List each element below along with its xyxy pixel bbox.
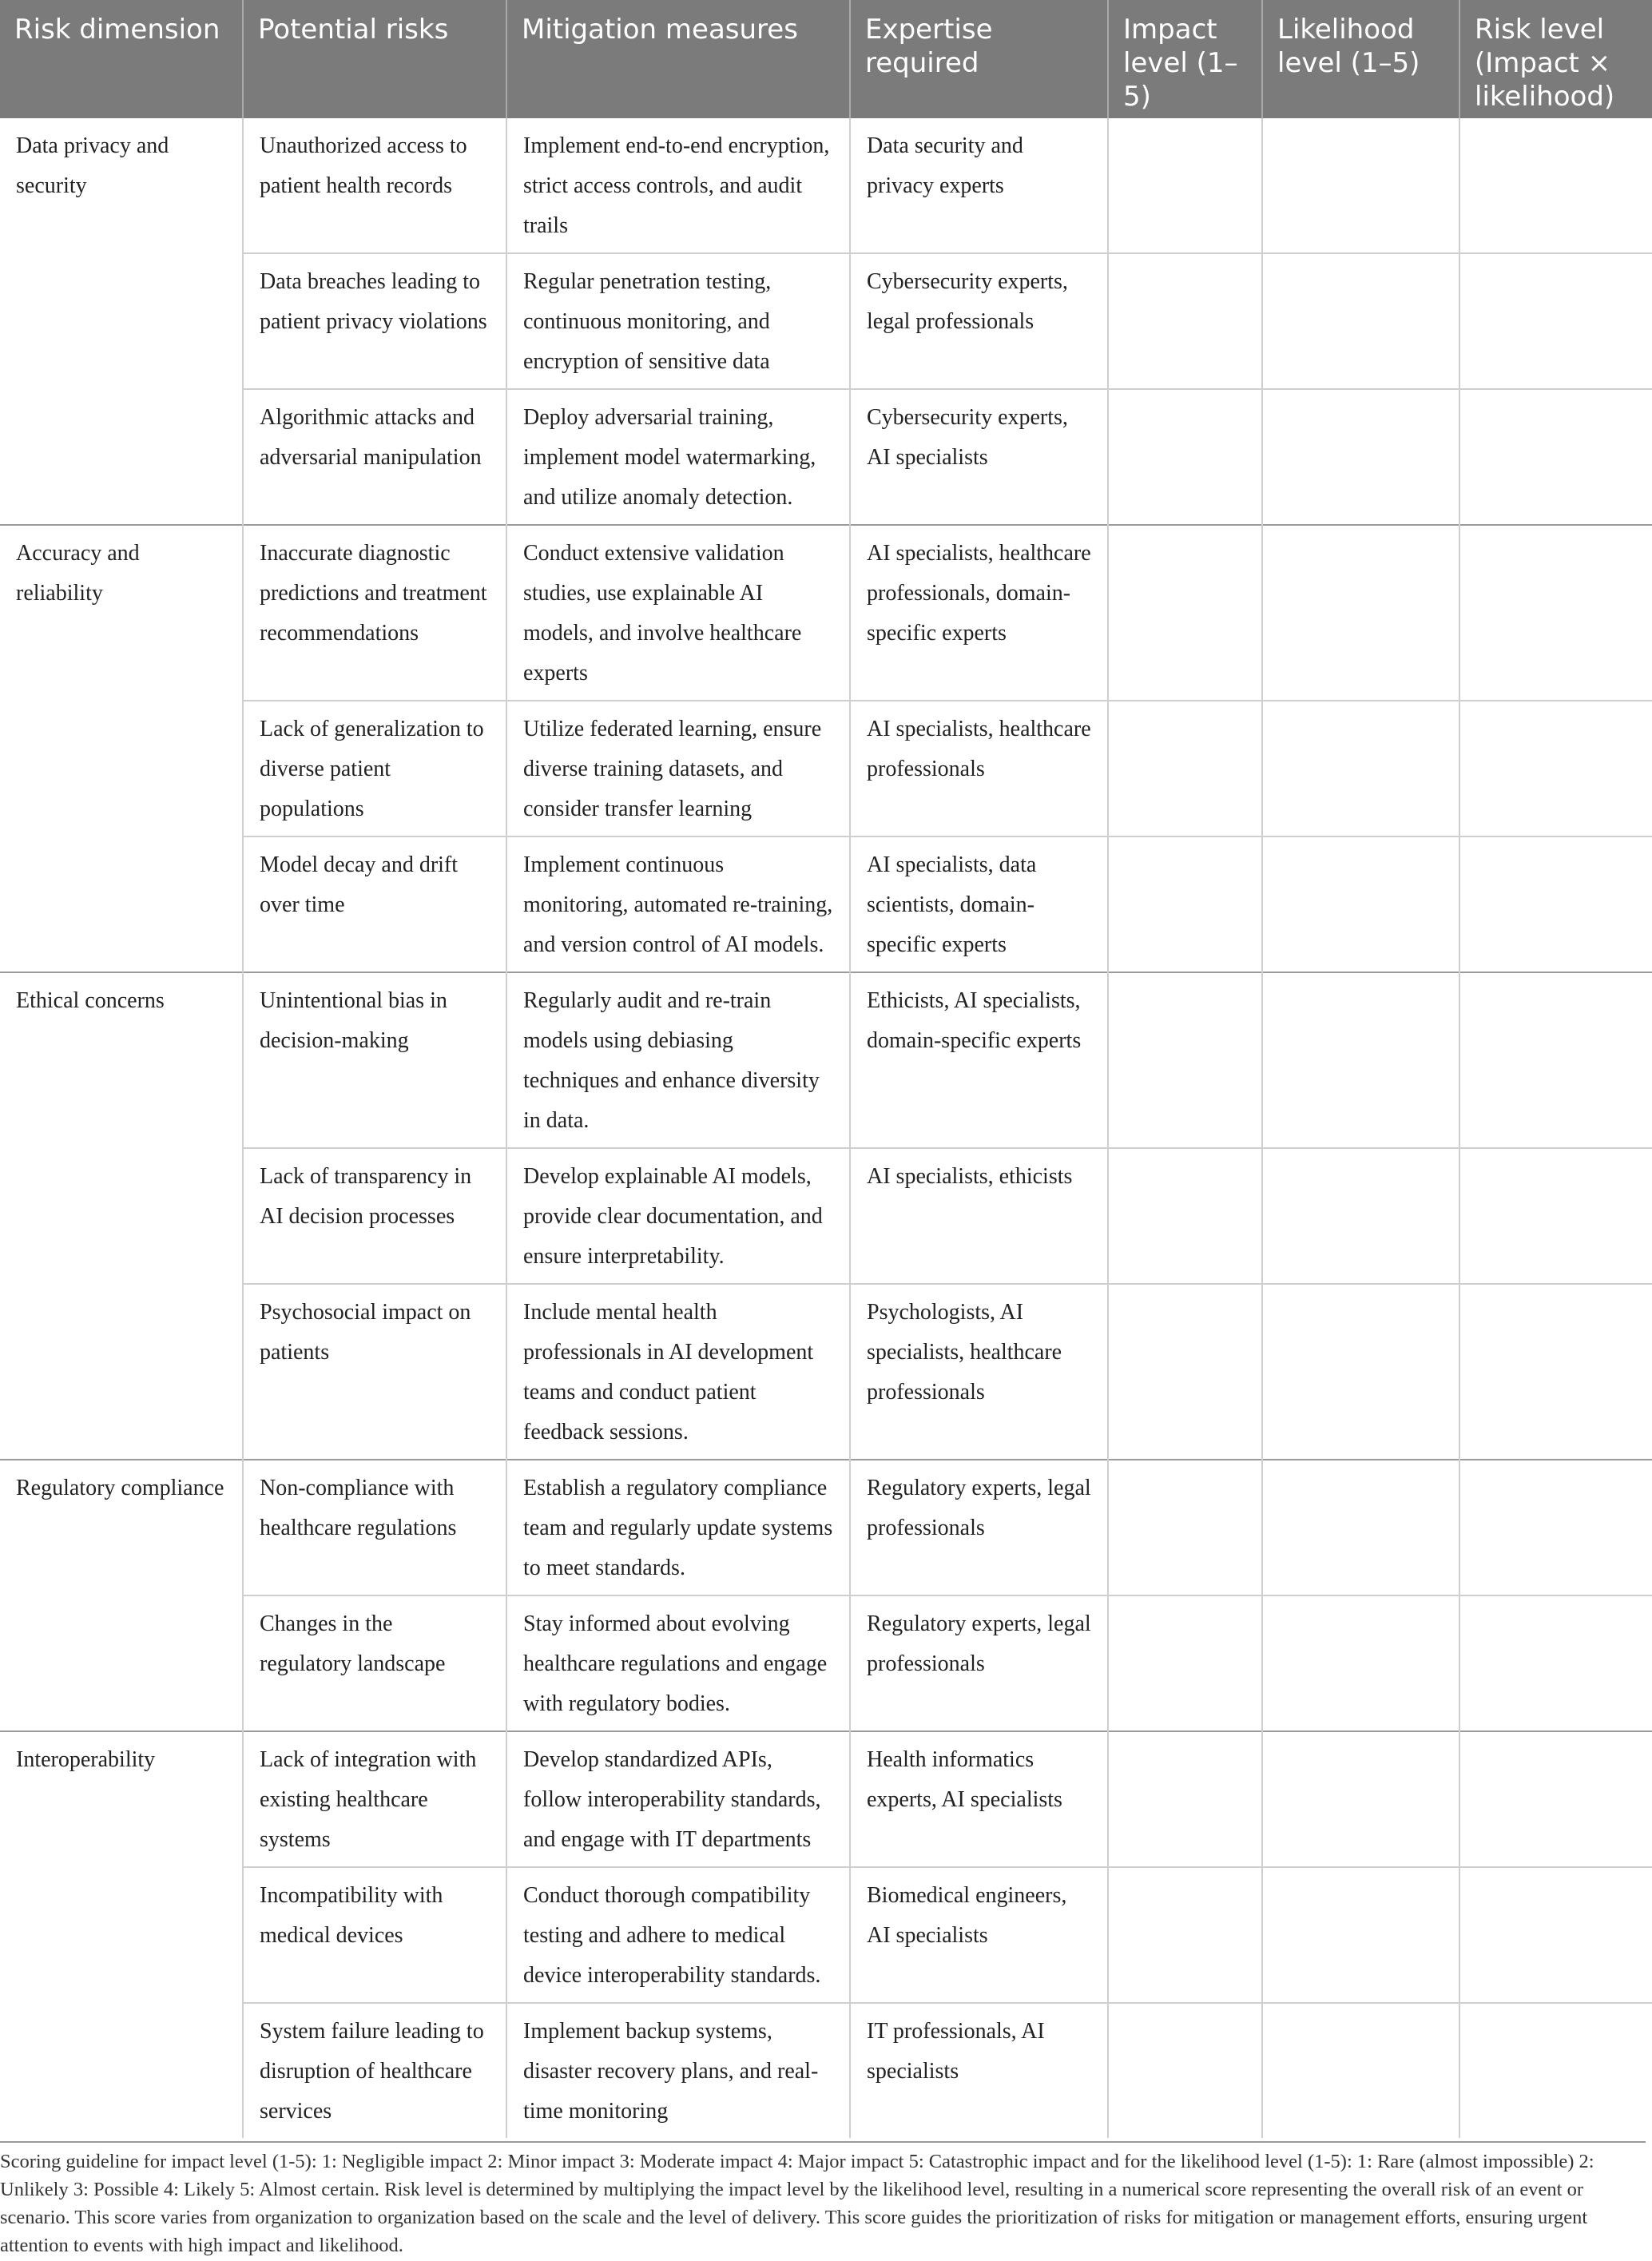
potential-risk-cell: Data breaches leading to patient privacy violations: [243, 253, 506, 389]
likelihood-level-cell: [1262, 1595, 1459, 1731]
mitigation-cell: Implement end-to-end encryption, strict access controls, and audit trails: [506, 118, 850, 253]
expertise-cell: Health informatics experts, AI specialists: [850, 1731, 1108, 1867]
impact-level-cell: [1108, 2003, 1262, 2138]
mitigation-cell: Conduct extensive validation studies, use explainable AI models, and involve healthcare experts: [506, 525, 850, 701]
mitigation-cell: Include mental health professionals in AI development teams and conduct patient feedback sessions.: [506, 1284, 850, 1460]
header-expertise-required: Expertise required: [850, 0, 1108, 118]
risk-level-cell: [1459, 836, 1652, 972]
risk-level-cell: [1459, 2003, 1652, 2138]
potential-risk-cell: Algorithmic attacks and adversarial manipulation: [243, 389, 506, 525]
table-header: [0, 0, 1652, 118]
expertise-cell: Biomedical engineers, AI specialists: [850, 1867, 1108, 2003]
potential-risk-cell: Lack of integration with existing healthcare systems: [243, 1731, 506, 1867]
mitigation-cell: Implement backup systems, disaster recovery plans, and real-time monitoring: [506, 2003, 850, 2138]
table-row: [0, 253, 1652, 389]
mitigation-cell: Conduct thorough compatibility testing and adhere to medical device interoperability standards.: [506, 1867, 850, 2003]
table-row: [0, 1867, 1652, 2003]
expertise-cell: Ethicists, AI specialists, domain-specific experts: [850, 972, 1108, 1148]
expertise-cell: Cybersecurity experts, legal professionals: [850, 253, 1108, 389]
expertise-cell: Data security and privacy experts: [850, 118, 1108, 253]
likelihood-level-cell: [1262, 525, 1459, 701]
likelihood-level-cell: [1262, 701, 1459, 836]
mitigation-cell: Develop explainable AI models, provide clear documentation, and ensure interpretability.: [506, 1148, 850, 1284]
table-body: [0, 118, 1652, 2138]
potential-risk-cell: Non-compliance with healthcare regulations: [243, 1460, 506, 1595]
expertise-cell: AI specialists, data scientists, domain-specific experts: [850, 836, 1108, 972]
risk-level-cell: [1459, 701, 1652, 836]
expertise-cell: AI specialists, healthcare professionals: [850, 701, 1108, 836]
risk-level-cell: [1459, 118, 1652, 253]
impact-level-cell: [1108, 118, 1262, 253]
impact-level-cell: [1108, 1595, 1262, 1731]
header-risk-dimension: Risk dimension: [0, 0, 243, 118]
header-row: [0, 0, 1652, 118]
mitigation-cell: Regularly audit and re-train models using debiasing techniques and enhance diversity in data.: [506, 972, 850, 1148]
impact-level-cell: [1108, 1284, 1262, 1460]
risk-dimension-cell: Accuracy and reliability: [0, 525, 243, 972]
expertise-cell: Psychologists, AI specialists, healthcare professionals: [850, 1284, 1108, 1460]
risk-level-cell: [1459, 1148, 1652, 1284]
mitigation-cell: Deploy adversarial training, implement model watermarking, and utilize anomaly detection.: [506, 389, 850, 525]
risk-level-cell: [1459, 1595, 1652, 1731]
likelihood-level-cell: [1262, 1284, 1459, 1460]
likelihood-level-cell: [1262, 1731, 1459, 1867]
potential-risk-cell: Unauthorized access to patient health records: [243, 118, 506, 253]
risk-level-cell: [1459, 1867, 1652, 2003]
expertise-cell: Regulatory experts, legal professionals: [850, 1595, 1108, 1731]
mitigation-cell: Implement continuous monitoring, automated re-training, and version control of AI models.: [506, 836, 850, 972]
table-row: [0, 1460, 1652, 1595]
likelihood-level-cell: [1262, 253, 1459, 389]
header-likelihood-level: Likelihood level (1–5): [1262, 0, 1459, 118]
risk-level-cell: [1459, 525, 1652, 701]
likelihood-level-cell: [1262, 118, 1459, 253]
expertise-cell: AI specialists, healthcare professionals, domain-specific experts: [850, 525, 1108, 701]
risk-dimension-cell: Data privacy and security: [16, 133, 169, 198]
likelihood-level-cell: [1262, 1460, 1459, 1595]
expertise-cell: IT professionals, AI specialists: [850, 2003, 1108, 2138]
table-row: [0, 118, 1652, 253]
risk-dimension-cell: Regulatory compliance: [0, 1460, 243, 1731]
impact-level-cell: [1108, 1460, 1262, 1595]
table-row: [0, 972, 1652, 1148]
mitigation-cell: Stay informed about evolving healthcare regulations and engage with regulatory bodies.: [506, 1595, 850, 1731]
risk-level-cell: [1459, 389, 1652, 525]
table-row: [0, 2003, 1652, 2138]
header-impact-level: Impact level (1–5): [1108, 0, 1262, 118]
table-row: [0, 836, 1652, 972]
table-row: [0, 389, 1652, 525]
table-row: [0, 1284, 1652, 1460]
risk-level-cell: [1459, 1731, 1652, 1867]
scoring-footnote: Scoring guideline for impact level (1-5): 1: Negligible impact 2: Minor impact 3: Moderate impact 4: Major impact 5: Catastrophic impact and for the likelihood level (1-5): 1: Rare (almost impossible) 2: Unlikely 3: Possible 4: Likely 5: Almost certain. Risk level is determined by multiplying the impact level by the likelihood level, resulting in a numerical score representing the overall risk of an event or scenario. This score varies from organization to organization based on the scale and the level of delivery. This score guides the prioritization of risks for mitigation or management efforts, ensuring urgent attention to events with high impact and likelihood.: [0, 2141, 1646, 2259]
likelihood-level-cell: [1262, 2003, 1459, 2138]
impact-level-cell: [1108, 1867, 1262, 2003]
table-row: [0, 1731, 1652, 1867]
potential-risk-cell: System failure leading to disruption of healthcare services: [243, 2003, 506, 2138]
table-row: [0, 525, 1652, 701]
likelihood-level-cell: [1262, 1148, 1459, 1284]
table-row: [0, 701, 1652, 836]
impact-level-cell: [1108, 253, 1262, 389]
potential-risk-cell: Incompatibility with medical devices: [243, 1867, 506, 2003]
risk-level-cell: [1459, 972, 1652, 1148]
mitigation-cell: Establish a regulatory compliance team and regularly update systems to meet standards.: [506, 1460, 850, 1595]
table-row: [0, 1148, 1652, 1284]
impact-level-cell: [1108, 836, 1262, 972]
risk-dimension-cell: Interoperability: [0, 1731, 243, 2138]
risk-level-cell: [1459, 1460, 1652, 1595]
likelihood-level-cell: [1262, 389, 1459, 525]
potential-risk-cell: Inaccurate diagnostic predictions and treatment recommendations: [243, 525, 506, 701]
likelihood-level-cell: [1262, 836, 1459, 972]
potential-risk-cell: Unintentional bias in decision-making: [243, 972, 506, 1148]
header-mitigation-measures: Mitigation measures: [506, 0, 850, 118]
potential-risk-cell: Changes in the regulatory landscape: [243, 1595, 506, 1731]
mitigation-cell: Develop standardized APIs, follow interoperability standards, and engage with IT departments: [506, 1731, 850, 1867]
header-risk-level: Risk level (Impact × likelihood): [1459, 0, 1652, 118]
potential-risk-cell: Lack of generalization to diverse patient populations: [243, 701, 506, 836]
impact-level-cell: [1108, 701, 1262, 836]
table-row: [0, 1595, 1652, 1731]
header-potential-risks: Potential risks: [243, 0, 506, 118]
impact-level-cell: [1108, 1148, 1262, 1284]
likelihood-level-cell: [1262, 1867, 1459, 2003]
likelihood-level-cell: [1262, 972, 1459, 1148]
expertise-cell: AI specialists, ethicists: [850, 1148, 1108, 1284]
mitigation-cell: Utilize federated learning, ensure diverse training datasets, and consider transfer learning: [506, 701, 850, 836]
impact-level-cell: [1108, 1731, 1262, 1867]
potential-risk-cell: Psychosocial impact on patients: [243, 1284, 506, 1460]
risk-dimension-cell: Ethical concerns: [0, 972, 243, 1460]
potential-risk-cell: Model decay and drift over time: [243, 836, 506, 972]
expertise-cell: Cybersecurity experts, AI specialists: [850, 389, 1108, 525]
mitigation-cell: Regular penetration testing, continuous monitoring, and encryption of sensitive data: [506, 253, 850, 389]
impact-level-cell: [1108, 972, 1262, 1148]
impact-level-cell: [1108, 525, 1262, 701]
risk-level-cell: [1459, 253, 1652, 389]
expertise-cell: Regulatory experts, legal professionals: [850, 1460, 1108, 1595]
risk-level-cell: [1459, 1284, 1652, 1460]
impact-level-cell: [1108, 389, 1262, 525]
potential-risk-cell: Lack of transparency in AI decision processes: [243, 1148, 506, 1284]
